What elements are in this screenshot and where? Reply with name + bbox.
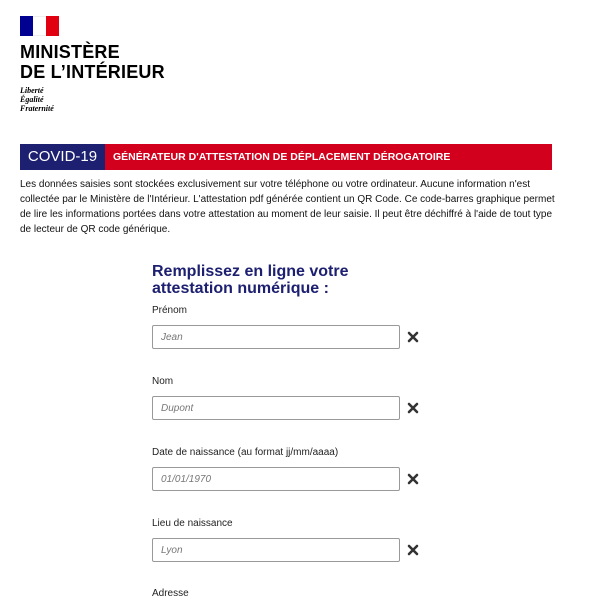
field-lieu-naissance [152, 518, 432, 530]
date-naissance-input[interactable] [152, 467, 400, 491]
prenom-label: Prénom [152, 305, 188, 316]
clear-x-icon[interactable] [406, 472, 420, 486]
ministry-logo [20, 16, 165, 113]
lieu-naissance-input[interactable] [152, 538, 400, 562]
field-adresse [152, 588, 432, 600]
adresse-label: Adresse [152, 588, 189, 599]
ministry-name [20, 42, 165, 82]
date-naissance-label: Date de naissance (au format jj/mm/aaaa) [152, 447, 339, 458]
marianne-icon [59, 16, 72, 36]
form-title: Remplissez en ligne votre attestation numérique : [152, 263, 349, 297]
clear-x-icon[interactable] [406, 401, 420, 415]
nom-input[interactable] [152, 396, 400, 420]
attestation-form [152, 263, 432, 599]
nom-label: Nom [152, 376, 174, 387]
covid-label: COVID-19 [20, 144, 105, 170]
motto-egalite: Égalité [20, 95, 44, 104]
ministry-line-2: DE L’INTÉRIEUR [20, 62, 165, 82]
title-banner [20, 144, 552, 170]
lieu-naissance-label: Lieu de naissance [152, 518, 233, 529]
ministry-line-1: MINISTÈRE [20, 42, 120, 62]
field-prenom [152, 305, 432, 317]
field-date-naissance [152, 447, 432, 459]
field-nom [152, 376, 432, 388]
republic-flag-icon [20, 16, 72, 36]
banner-title: GÉNÉRATEUR D'ATTESTATION DE DÉPLACEMENT DÉROGATOIRE [105, 144, 552, 170]
intro-text: Les données saisies sont stockées exclusivement sur votre téléphone ou votre ordinateur. Aucune information n'est collectée par le Ministère de l'Intérieur. L'attestation pdf générée contient un QR Code. Ce code-barres graphique permet de lire les informations portées dans votre attestation au moment de leur saisie. Il peut être déchiffré à l'aide de tout type de lecteur de QR code générique. [20, 179, 555, 235]
clear-x-icon[interactable] [406, 330, 420, 344]
clear-x-icon[interactable] [406, 543, 420, 557]
republic-motto [20, 86, 165, 113]
motto-fraternite: Fraternité [20, 104, 54, 113]
prenom-input[interactable] [152, 325, 400, 349]
motto-liberte: Liberté [20, 86, 44, 95]
